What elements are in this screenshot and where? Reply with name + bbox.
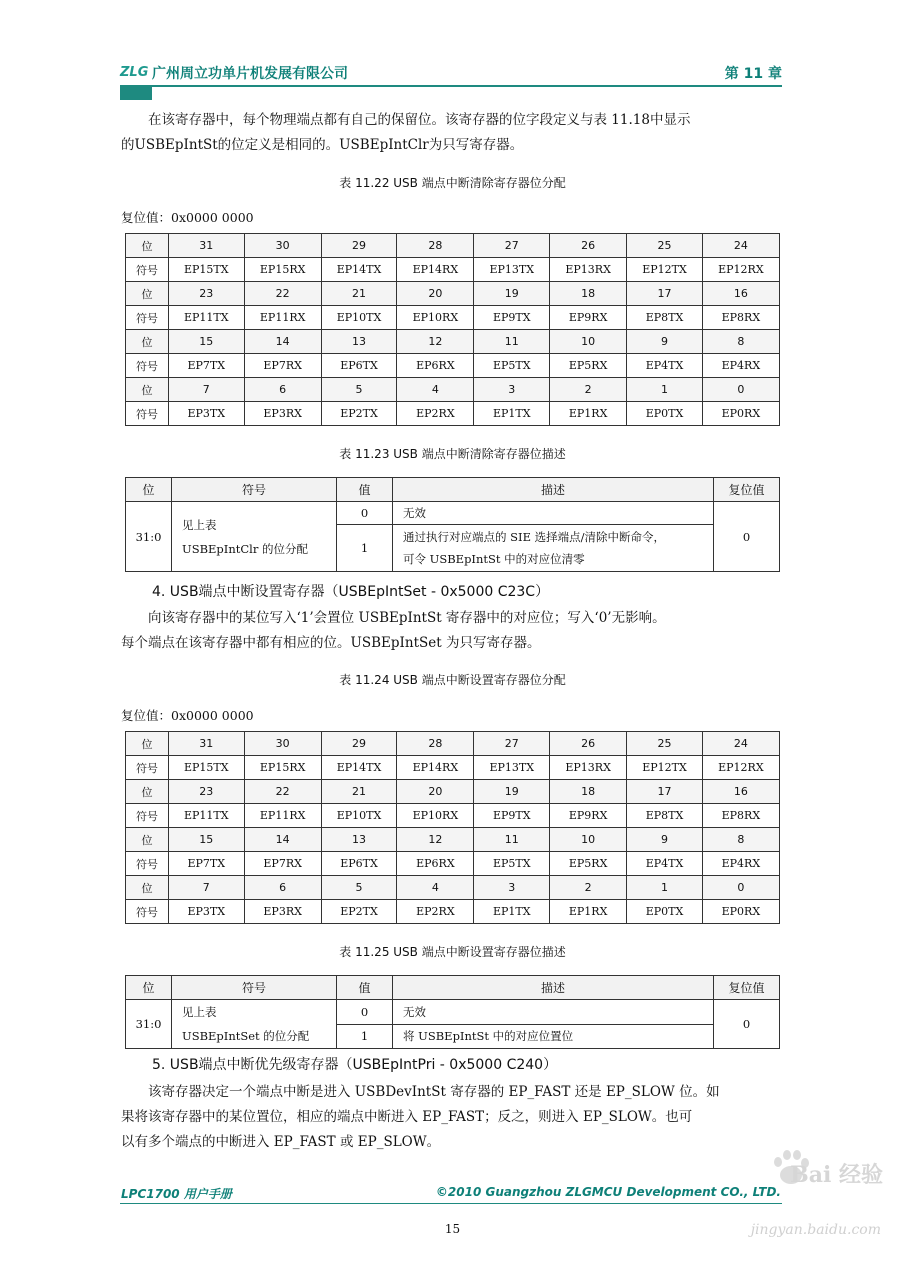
section-4-title: 4. USB端点中断设置寄存器（USBEpIntSet - 0x5000 C23C） <box>152 584 550 600</box>
bit-symbol-cell: EP11RX <box>244 804 321 828</box>
bit-number-cell: 2 <box>550 876 627 900</box>
cell-desc-1 <box>393 525 714 572</box>
bit-symbol-cell: EP5RX <box>550 354 627 378</box>
bit-number-cell: 11 <box>474 330 550 354</box>
bit-number-cell: 24 <box>702 732 779 756</box>
bit-symbol-cell: EP0TX <box>627 900 703 924</box>
row-label-bit: 位 <box>126 732 169 756</box>
bit-table-set <box>125 731 780 924</box>
cell-desc-1: 将 USBEpIntSt 中的对应位置位 <box>393 1024 714 1049</box>
page-number: 15 <box>444 1222 461 1236</box>
bit-symbol-row <box>126 402 780 426</box>
bit-symbol-cell: EP4RX <box>702 852 779 876</box>
bit-symbol-cell: EP8RX <box>702 306 779 330</box>
bit-symbol-cell: EP0RX <box>702 402 779 426</box>
bit-number-cell: 4 <box>397 876 474 900</box>
symbol-line-1: 见上表 <box>182 517 217 532</box>
bit-number-cell: 29 <box>321 732 397 756</box>
bit-symbol-cell: EP13TX <box>474 756 550 780</box>
bit-number-cell: 7 <box>169 876 245 900</box>
intro-line-2: 的USBEpIntSt的位定义是相同的。USBEpIntClr为只写寄存器。 <box>121 137 524 153</box>
bit-number-cell: 25 <box>627 234 703 258</box>
bit-number-cell: 19 <box>474 780 550 804</box>
bit-symbol-row <box>126 804 780 828</box>
cell-symbol <box>172 1000 337 1049</box>
desc-line-2: 可令 USBEpIntSt 中的对应位清零 <box>403 552 585 566</box>
bit-number-cell: 3 <box>474 378 550 402</box>
bit-number-cell: 26 <box>550 234 627 258</box>
section-5-line-1: 该寄存器决定一个端点中断是进入 USBDevIntSt 寄存器的 EP_FAST 还是 EP_SLOW 位。如 <box>148 1084 720 1100</box>
bit-number-cell: 22 <box>244 780 321 804</box>
row-label-symbol: 符号 <box>126 900 169 924</box>
bit-symbol-cell: EP13RX <box>550 756 627 780</box>
bit-number-cell: 24 <box>702 234 779 258</box>
bit-symbol-cell: EP15TX <box>169 756 245 780</box>
bit-symbol-row <box>126 258 780 282</box>
bit-symbol-row <box>126 900 780 924</box>
bit-number-cell: 12 <box>397 330 474 354</box>
bit-number-cell: 18 <box>550 780 627 804</box>
bit-number-cell: 0 <box>702 378 779 402</box>
bit-number-cell: 20 <box>397 780 474 804</box>
bit-symbol-cell: EP7RX <box>244 354 321 378</box>
bit-number-cell: 19 <box>474 282 550 306</box>
bit-number-cell: 21 <box>321 780 397 804</box>
symbol-line-2: USBEpIntClr 的位分配 <box>182 541 308 556</box>
bit-number-cell: 30 <box>244 234 321 258</box>
bit-number-cell: 18 <box>550 282 627 306</box>
bit-symbol-cell: EP12TX <box>627 756 703 780</box>
header-bit: 位 <box>126 976 172 1000</box>
bit-number-cell: 5 <box>321 876 397 900</box>
section-5-title: 5. USB端点中断优先级寄存器（USBEpIntPri - 0x5000 C240） <box>152 1057 558 1073</box>
bit-number-cell: 13 <box>321 330 397 354</box>
row-label-symbol: 符号 <box>126 852 169 876</box>
header-value: 值 <box>337 976 393 1000</box>
bit-number-cell: 5 <box>321 378 397 402</box>
bit-symbol-cell: EP12RX <box>702 756 779 780</box>
bit-number-cell: 23 <box>169 780 245 804</box>
cell-reset: 0 <box>714 1000 780 1049</box>
bit-number-cell: 9 <box>627 330 703 354</box>
bit-number-cell: 13 <box>321 828 397 852</box>
bit-symbol-cell: EP14RX <box>397 756 474 780</box>
bit-number-cell: 15 <box>169 330 245 354</box>
bit-symbol-cell: EP9TX <box>474 804 550 828</box>
header-reset: 复位值 <box>714 976 780 1000</box>
bit-number-cell: 31 <box>169 234 245 258</box>
bit-number-cell: 6 <box>244 876 321 900</box>
desc-line-1: 通过执行对应端点的 SIE 选择端点/清除中断命令， <box>403 530 665 544</box>
bit-symbol-cell: EP6TX <box>321 852 397 876</box>
header-bit: 位 <box>126 478 172 502</box>
bit-number-cell: 15 <box>169 828 245 852</box>
cell-value-1: 1 <box>337 1024 393 1049</box>
section-4-line-1: 向该寄存器中的某位写入‘1’会置位 USBEpIntSt 寄存器中的对应位；写入‘0’无影响。 <box>148 610 666 626</box>
bit-number-cell: 21 <box>321 282 397 306</box>
bit-number-cell: 16 <box>702 780 779 804</box>
section-5-line-3: 以有多个端点的中断进入 EP_FAST 或 EP_SLOW。 <box>121 1134 441 1150</box>
bit-symbol-cell: EP5TX <box>474 852 550 876</box>
bit-number-row <box>126 828 780 852</box>
bit-symbol-row <box>126 354 780 378</box>
bit-number-cell: 14 <box>244 330 321 354</box>
section-4-line-2: 每个端点在该寄存器中都有相应的位。USBEpIntSet 为只写寄存器。 <box>121 635 541 651</box>
bit-number-cell: 12 <box>397 828 474 852</box>
bit-symbol-cell: EP9RX <box>550 306 627 330</box>
bit-number-cell: 2 <box>550 378 627 402</box>
bit-number-cell: 23 <box>169 282 245 306</box>
bit-symbol-row <box>126 756 780 780</box>
header-description: 描述 <box>393 478 714 502</box>
bit-symbol-cell: EP4TX <box>627 354 703 378</box>
table-caption-11-24: 表 11.24 USB 端点中断设置寄存器位分配 <box>339 673 566 687</box>
page-header <box>120 63 782 85</box>
bit-number-cell: 7 <box>169 378 245 402</box>
header-description: 描述 <box>393 976 714 1000</box>
bit-number-row <box>126 732 780 756</box>
bit-symbol-cell: EP14RX <box>397 258 474 282</box>
bit-symbol-cell: EP1TX <box>474 402 550 426</box>
bit-symbol-cell: EP0RX <box>702 900 779 924</box>
bit-symbol-cell: EP14TX <box>321 756 397 780</box>
cell-value-0: 0 <box>337 502 393 525</box>
bit-number-row <box>126 330 780 354</box>
bit-symbol-row <box>126 306 780 330</box>
desc-table-clear <box>125 477 780 572</box>
footer-copyright: ©2010 Guangzhou ZLGMCU Development CO., LTD. <box>435 1185 781 1199</box>
row-label-bit: 位 <box>126 378 169 402</box>
section-5-line-2: 果将该寄存器中的某位置位，相应的端点中断进入 EP_FAST；反之，则进入 EP_SLOW。也可 <box>121 1109 693 1125</box>
bit-number-cell: 26 <box>550 732 627 756</box>
footer-manual-title: LPC1700 用户手册 <box>121 1187 232 1201</box>
bit-number-cell: 17 <box>627 780 703 804</box>
bit-symbol-cell: EP3TX <box>169 900 245 924</box>
bit-number-cell: 4 <box>397 378 474 402</box>
header-symbol: 符号 <box>172 478 337 502</box>
table-caption-11-25: 表 11.25 USB 端点中断设置寄存器位描述 <box>339 945 566 959</box>
bit-symbol-cell: EP15RX <box>244 756 321 780</box>
bit-symbol-cell: EP4TX <box>627 852 703 876</box>
row-label-bit: 位 <box>126 234 169 258</box>
bit-symbol-cell: EP5RX <box>550 852 627 876</box>
row-label-symbol: 符号 <box>126 756 169 780</box>
header-value: 值 <box>337 478 393 502</box>
bit-number-cell: 6 <box>244 378 321 402</box>
bit-symbol-cell: EP2TX <box>321 900 397 924</box>
row-label-symbol: 符号 <box>126 306 169 330</box>
intro-line-1: 在该寄存器中，每个物理端点都有自己的保留位。该寄存器的位字段定义与表 11.18中显示 <box>148 112 691 128</box>
cell-bit: 31:0 <box>126 502 172 572</box>
bit-symbol-cell: EP0TX <box>627 402 703 426</box>
bit-symbol-cell: EP12TX <box>627 258 703 282</box>
cell-value-1: 1 <box>337 525 393 572</box>
bit-symbol-cell: EP7TX <box>169 354 245 378</box>
bit-symbol-cell: EP14TX <box>321 258 397 282</box>
bit-symbol-cell: EP11TX <box>169 804 245 828</box>
row-label-bit: 位 <box>126 876 169 900</box>
bit-symbol-cell: EP8TX <box>627 804 703 828</box>
bit-table-clear <box>125 233 780 426</box>
cell-bit: 31:0 <box>126 1000 172 1049</box>
row-label-bit: 位 <box>126 828 169 852</box>
bit-symbol-cell: EP3RX <box>244 900 321 924</box>
bit-symbol-cell: EP10TX <box>321 804 397 828</box>
header-accent-block <box>120 86 152 100</box>
bit-symbol-cell: EP13TX <box>474 258 550 282</box>
bit-number-row <box>126 876 780 900</box>
bit-symbol-cell: EP1RX <box>550 402 627 426</box>
symbol-line-2: USBEpIntSet 的位分配 <box>182 1029 310 1043</box>
company-name: 广州周立功单片机发展有限公司 <box>152 66 348 82</box>
cell-desc-0: 无效 <box>393 502 714 525</box>
bit-number-cell: 10 <box>550 330 627 354</box>
bit-symbol-cell: EP3RX <box>244 402 321 426</box>
row-label-bit: 位 <box>126 330 169 354</box>
bit-symbol-cell: EP7RX <box>244 852 321 876</box>
symbol-line-1: 见上表 <box>182 1005 217 1019</box>
bit-number-cell: 30 <box>244 732 321 756</box>
bit-number-cell: 9 <box>627 828 703 852</box>
cell-desc-0: 无效 <box>393 1000 714 1025</box>
row-label-symbol: 符号 <box>126 354 169 378</box>
bit-symbol-cell: EP9TX <box>474 306 550 330</box>
bit-number-cell: 11 <box>474 828 550 852</box>
bit-number-row <box>126 378 780 402</box>
bit-symbol-cell: EP6RX <box>397 852 474 876</box>
bit-symbol-cell: EP8TX <box>627 306 703 330</box>
bit-symbol-cell: EP9RX <box>550 804 627 828</box>
bit-number-cell: 16 <box>702 282 779 306</box>
header-rule <box>120 85 782 87</box>
bit-number-cell: 25 <box>627 732 703 756</box>
bit-number-cell: 3 <box>474 876 550 900</box>
table-caption-11-23: 表 11.23 USB 端点中断清除寄存器位描述 <box>339 447 566 461</box>
bit-number-row <box>126 282 780 306</box>
bit-number-cell: 31 <box>169 732 245 756</box>
company-logo: ZLG <box>120 65 149 80</box>
watermark-url: jingyan.baidu.com <box>750 1222 881 1238</box>
bit-number-cell: 1 <box>627 378 703 402</box>
bit-symbol-cell: EP15TX <box>169 258 245 282</box>
bit-symbol-cell: EP11TX <box>169 306 245 330</box>
bit-symbol-cell: EP12RX <box>702 258 779 282</box>
bit-number-row <box>126 234 780 258</box>
reset-value-1: 复位值：0x0000 0000 <box>121 210 254 225</box>
bit-symbol-cell: EP1TX <box>474 900 550 924</box>
bit-symbol-cell: EP11RX <box>244 306 321 330</box>
row-label-bit: 位 <box>126 780 169 804</box>
bit-number-cell: 22 <box>244 282 321 306</box>
watermark-brand: Bai 经验 <box>790 1162 883 1188</box>
bit-number-cell: 14 <box>244 828 321 852</box>
bit-number-cell: 17 <box>627 282 703 306</box>
bit-number-cell: 29 <box>321 234 397 258</box>
bit-number-cell: 27 <box>474 732 550 756</box>
row-label-symbol: 符号 <box>126 258 169 282</box>
bit-number-cell: 1 <box>627 876 703 900</box>
bit-symbol-cell: EP5TX <box>474 354 550 378</box>
bit-symbol-cell: EP6RX <box>397 354 474 378</box>
bit-symbol-cell: EP10RX <box>397 306 474 330</box>
bit-number-cell: 28 <box>397 732 474 756</box>
reset-value-2: 复位值：0x0000 0000 <box>121 708 254 723</box>
bit-symbol-cell: EP1RX <box>550 900 627 924</box>
bit-symbol-row <box>126 852 780 876</box>
footer-rule <box>120 1203 782 1204</box>
header-symbol: 符号 <box>172 976 337 1000</box>
bit-symbol-cell: EP15RX <box>244 258 321 282</box>
header-reset: 复位值 <box>714 478 780 502</box>
bit-symbol-cell: EP8RX <box>702 804 779 828</box>
row-label-bit: 位 <box>126 282 169 306</box>
row-label-symbol: 符号 <box>126 402 169 426</box>
bit-number-cell: 27 <box>474 234 550 258</box>
bit-number-cell: 20 <box>397 282 474 306</box>
cell-symbol <box>172 502 337 572</box>
table-caption-11-22: 表 11.22 USB 端点中断清除寄存器位分配 <box>339 176 566 190</box>
bit-symbol-cell: EP6TX <box>321 354 397 378</box>
bit-symbol-cell: EP4RX <box>702 354 779 378</box>
desc-table-set <box>125 975 780 1049</box>
bit-symbol-cell: EP7TX <box>169 852 245 876</box>
bit-symbol-cell: EP2TX <box>321 402 397 426</box>
bit-symbol-cell: EP13RX <box>550 258 627 282</box>
bit-number-cell: 28 <box>397 234 474 258</box>
row-label-symbol: 符号 <box>126 804 169 828</box>
bit-number-cell: 0 <box>702 876 779 900</box>
bit-symbol-cell: EP3TX <box>169 402 245 426</box>
bit-number-row <box>126 780 780 804</box>
chapter-label: 第 11 章 <box>724 66 782 82</box>
bit-symbol-cell: EP2RX <box>397 402 474 426</box>
bit-number-cell: 8 <box>702 828 779 852</box>
bit-symbol-cell: EP10TX <box>321 306 397 330</box>
bit-symbol-cell: EP2RX <box>397 900 474 924</box>
bit-symbol-cell: EP10RX <box>397 804 474 828</box>
bit-number-cell: 10 <box>550 828 627 852</box>
bit-number-cell: 8 <box>702 330 779 354</box>
cell-reset: 0 <box>714 502 780 572</box>
cell-value-0: 0 <box>337 1000 393 1025</box>
